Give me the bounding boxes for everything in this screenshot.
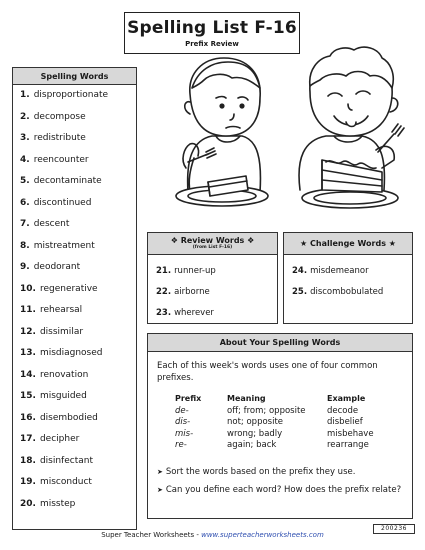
prefix-cell: mis- (175, 428, 194, 439)
about-intro: Each of this week's words uses one of four common prefixes. (157, 361, 378, 383)
meaning-cell: again; back (227, 440, 277, 451)
list-item (20, 300, 136, 322)
word-number: 21. (156, 266, 172, 276)
word-text: misdiagnosed (39, 348, 103, 358)
list-item (20, 279, 136, 301)
review-words-header (148, 233, 277, 255)
list-item (20, 193, 136, 215)
word-text: misguided (39, 391, 87, 401)
list-item (20, 451, 136, 473)
list-item (20, 386, 136, 408)
word-number: 15. (20, 391, 36, 401)
list-item (20, 107, 136, 129)
column-header: Meaning (227, 394, 266, 403)
prefix-cell: de- (175, 405, 189, 416)
word-number: 7. (20, 219, 30, 229)
word-number: 9. (20, 262, 30, 272)
word-text: decompose (33, 111, 86, 122)
word-number: 18. (20, 455, 36, 466)
review-words-source: (from List F-16) (192, 245, 233, 250)
instruction-bullet (157, 466, 405, 478)
table-row (175, 428, 374, 440)
word-text: mistreatment (33, 240, 95, 251)
list-item (20, 214, 136, 236)
word-number: 20. (20, 498, 36, 509)
word-text: disembodied (39, 412, 98, 423)
prefix-table (175, 393, 374, 451)
word-text: runner-up (174, 266, 216, 276)
arrow-bullet-icon: ➤ (157, 468, 163, 476)
word-text: regenerative (39, 283, 98, 294)
footer-link[interactable]: www.superteacherworksheets.com (201, 531, 324, 539)
challenge-words-heading: ★ Challenge Words ★ (284, 233, 412, 255)
word-number: 16. (20, 412, 36, 423)
column-header: Prefix (175, 394, 202, 403)
table-header-row (175, 393, 374, 405)
word-number: 11. (20, 305, 36, 315)
word-text: misconduct (39, 477, 92, 487)
example-cell: disbelief (327, 417, 363, 428)
word-number: 6. (20, 197, 30, 208)
word-text: descent (33, 219, 70, 229)
word-text: renovation (39, 369, 89, 380)
word-number: 22. (156, 287, 172, 297)
word-text: misstep (39, 498, 76, 509)
list-item (292, 282, 412, 303)
example-cell: misbehave (327, 428, 374, 439)
review-word-list (148, 255, 277, 324)
arrow-bullet-icon: ➤ (157, 486, 163, 494)
spelling-words-panel (12, 67, 137, 530)
bullet-text: Can you define each word? How does the prefix relate? (165, 485, 402, 495)
word-text: disproportionate (33, 90, 109, 100)
table-row (175, 417, 374, 429)
example-cell: decode (327, 405, 359, 416)
list-item (20, 429, 136, 451)
page-title: Spelling List F-16 (127, 18, 297, 38)
word-text: decontaminate (33, 176, 102, 186)
about-panel (147, 333, 413, 519)
page-subtitle: Prefix Review (185, 40, 239, 48)
word-number: 24. (292, 266, 308, 276)
word-number: 17. (20, 434, 36, 444)
challenge-word-list (284, 255, 412, 303)
word-number: 14. (20, 369, 36, 380)
word-number: 23. (156, 308, 172, 318)
word-text: deodorant (33, 262, 81, 272)
column-header: Example (327, 394, 366, 403)
list-item (156, 303, 277, 324)
list-item (292, 261, 412, 282)
word-number: 13. (20, 348, 36, 358)
list-item (20, 128, 136, 150)
list-item (20, 365, 136, 387)
list-item (20, 408, 136, 430)
word-number: 2. (20, 111, 30, 122)
table-row (175, 440, 374, 452)
spelling-words-heading: Spelling Words (13, 68, 136, 85)
word-number: 3. (20, 133, 30, 143)
instruction-bullet (157, 484, 405, 496)
bullet-text: Sort the words based on the prefix they use. (165, 467, 356, 477)
word-number: 4. (20, 154, 30, 165)
prefix-cell: re- (175, 440, 187, 451)
word-number: 25. (292, 287, 308, 297)
word-number: 10. (20, 283, 36, 294)
example-cell: rearrange (327, 440, 369, 451)
word-number: 1. (20, 90, 30, 100)
word-text: discontinued (33, 197, 92, 208)
list-item (20, 472, 136, 494)
spelling-word-list (13, 85, 136, 515)
word-text: dissimilar (39, 326, 84, 337)
word-text: misdemeanor (310, 266, 369, 276)
kids-eating-cake-illustration (150, 40, 415, 218)
review-words-heading: ❖ Review Words ❖ (170, 236, 255, 245)
meaning-cell: not; opposite (227, 417, 284, 428)
word-text: airborne (174, 287, 210, 297)
meaning-cell: off; from; opposite (227, 405, 306, 416)
word-text: rehearsal (39, 305, 83, 315)
word-text: disinfectant (39, 455, 93, 466)
list-item (20, 150, 136, 172)
about-heading: About Your Spelling Words (148, 334, 412, 352)
list-item (20, 236, 136, 258)
footer (0, 531, 425, 539)
word-number: 12. (20, 326, 36, 337)
worksheet-code: 200236 (373, 524, 415, 534)
list-item (156, 282, 277, 303)
word-text: reencounter (33, 154, 89, 165)
list-item (20, 85, 136, 107)
prefix-cell: dis- (175, 417, 191, 428)
list-item (20, 494, 136, 516)
review-words-panel (147, 232, 278, 324)
word-text: discombobulated (310, 287, 384, 297)
challenge-words-panel (283, 232, 413, 324)
list-item (20, 322, 136, 344)
word-text: redistribute (33, 133, 86, 143)
list-item (20, 343, 136, 365)
footer-text: Super Teacher Worksheets - (101, 531, 199, 539)
meaning-cell: wrong; badly (227, 428, 283, 439)
word-number: 5. (20, 176, 30, 186)
word-text: decipher (39, 434, 80, 444)
word-number: 19. (20, 477, 36, 487)
list-item (20, 257, 136, 279)
list-item (20, 171, 136, 193)
word-text: wherever (174, 308, 214, 318)
table-row (175, 405, 374, 417)
word-number: 8. (20, 240, 30, 251)
list-item (156, 261, 277, 282)
